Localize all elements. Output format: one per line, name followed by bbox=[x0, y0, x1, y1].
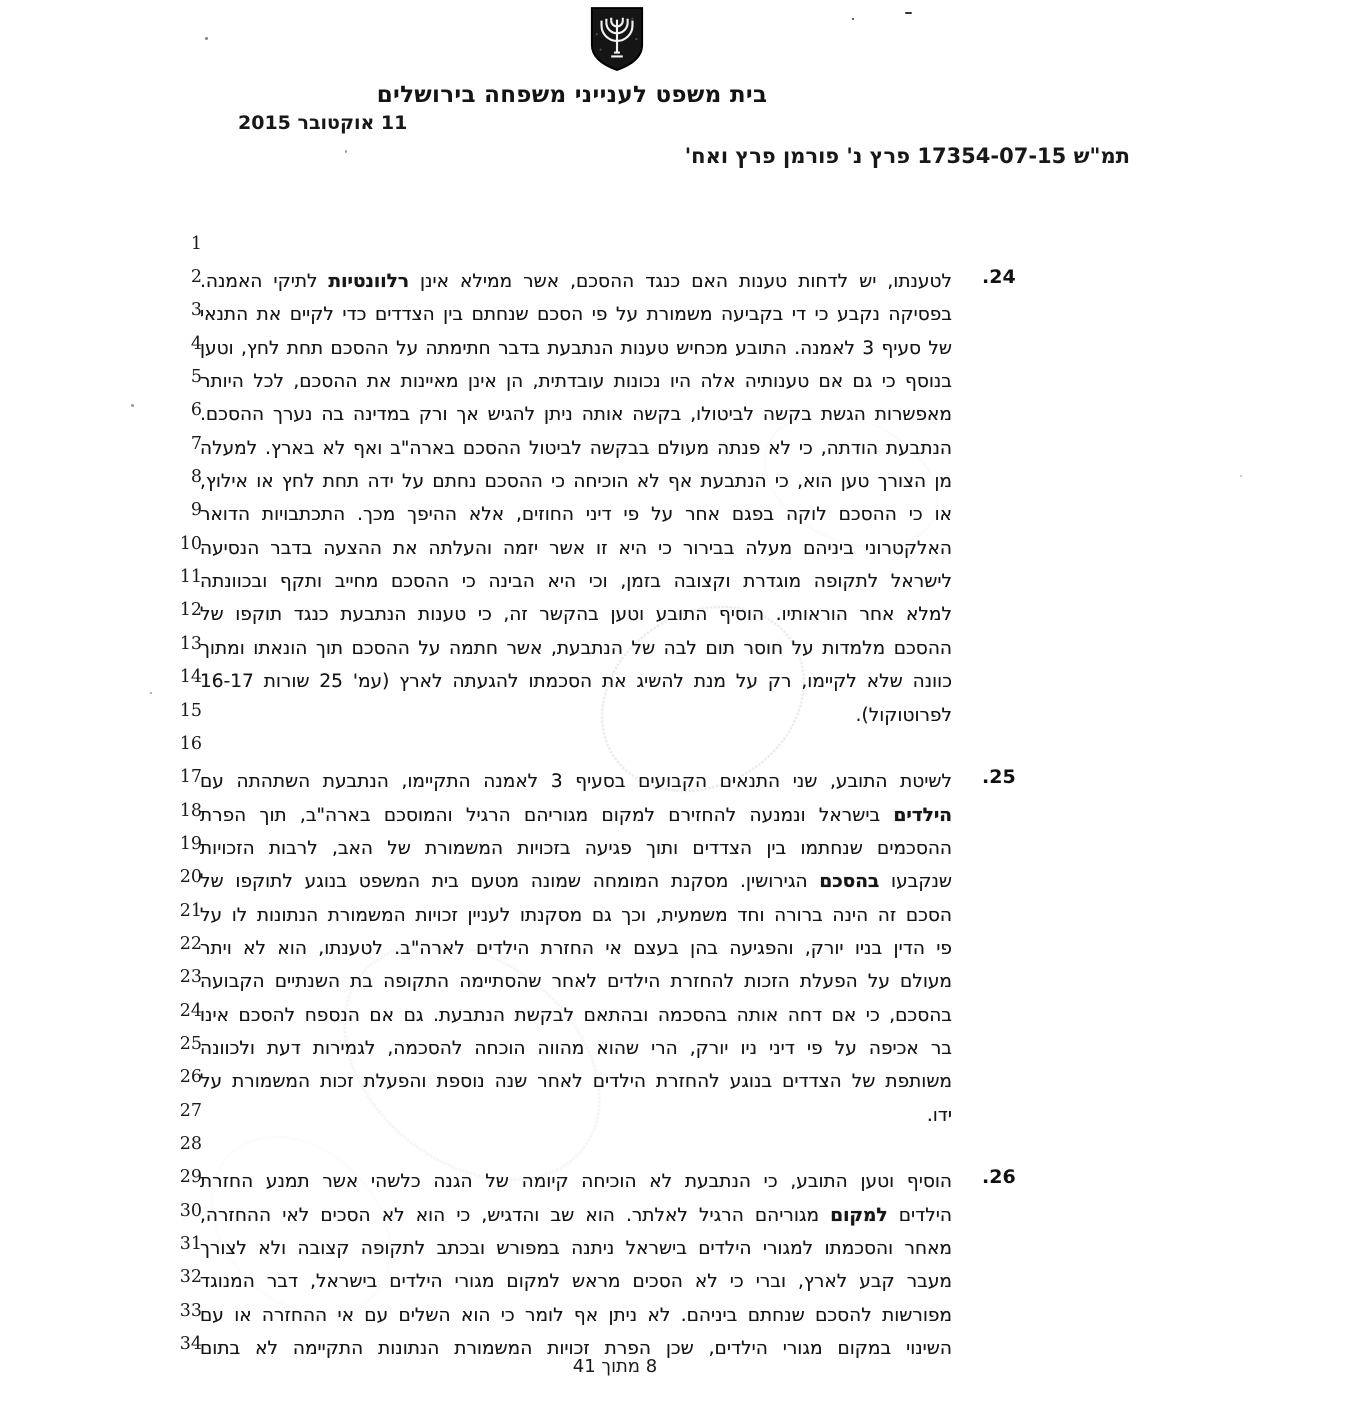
line-number: 31 bbox=[179, 1234, 202, 1255]
line-number: 13 bbox=[179, 633, 202, 654]
line-text: של סעיף 3 לאמנה. התובע מכחיש טענות הנתבעת בדבר חתימתה על ההסכם תחת לחץ, וטען bbox=[200, 337, 952, 359]
line-text: למלא אחר הוראותיו. הוסיף התובע וטען בהקשר זה, כי טענות הנתבעת כנגד תוקפו של bbox=[200, 604, 952, 626]
text-line bbox=[0, 699, 1345, 732]
line-text: הילדים למקום מגוריהם הרגיל לאלתר. הוא שב והדגיש, כי הוא לא הסכים לאי ההחזרה, bbox=[200, 1204, 952, 1226]
text-line bbox=[0, 765, 1345, 798]
text-line bbox=[0, 232, 1345, 265]
text-line bbox=[0, 398, 1345, 431]
line-number: 34 bbox=[179, 1334, 202, 1355]
line-number: 4 bbox=[190, 333, 202, 354]
line-number: 19 bbox=[179, 833, 202, 854]
text-line bbox=[0, 899, 1345, 932]
text-line bbox=[0, 865, 1345, 898]
line-number: 26 bbox=[179, 1067, 202, 1088]
line-number: 28 bbox=[179, 1134, 202, 1155]
text-line bbox=[0, 532, 1345, 565]
text-line bbox=[0, 365, 1345, 398]
line-text: לישראל לתקופה מוגדרת וקצובה בזמן, וכי היא הבינה כי ההסכם מחייב ותקף ובכוונתה bbox=[200, 571, 952, 593]
line-text: ההסכמים שנחתמו בין הצדדים ותוך פגיעה בזכויות המשמורת של האב, לרבות הזכויות bbox=[200, 837, 952, 859]
line-text: השינוי במקום מגורי הילדים, שכן הפרת זכויות המשמורת הנתונות התקיימה לא בתום bbox=[200, 1338, 952, 1360]
line-number: 18 bbox=[179, 800, 202, 821]
text-line bbox=[0, 498, 1345, 531]
line-text: לפרוטוקול). bbox=[855, 704, 952, 726]
line-number: 1 bbox=[190, 233, 202, 254]
line-number: 5 bbox=[190, 367, 202, 387]
line-number: 30 bbox=[179, 1200, 202, 1221]
line-text: כוונה שלא לקיימו, רק על מנת להשיג את הסכמתו להגעתה לארץ (עמ' 25 שורות 16-17 bbox=[200, 671, 952, 693]
page-number-indicator: 8 מתוך 41 bbox=[572, 1356, 658, 1377]
line-text: מפורשות להסכם שנחתם ביניהם. לא ניתן אף לומר כי הוא השלים עם אי ההחזרה או עם bbox=[200, 1304, 952, 1326]
line-number: 21 bbox=[179, 900, 202, 921]
line-number: 20 bbox=[179, 867, 202, 888]
text-line bbox=[0, 1299, 1345, 1332]
line-text: בר אכיפה על פי דיני ניו יורק, הרי שהוא מהווה הוכחה להסכמה, לגמירות דעת ולכוונה bbox=[200, 1038, 952, 1059]
text-line bbox=[0, 832, 1345, 865]
text-line bbox=[0, 1032, 1345, 1065]
text-line bbox=[0, 1132, 1345, 1165]
line-text: הנתבעת הודתה, כי לא פנתה מעולם בבקשה לביטול ההסכם בארה"ב ואף לא בארץ. למעלה bbox=[200, 437, 952, 459]
text-line bbox=[0, 298, 1345, 331]
line-number: 29 bbox=[179, 1167, 202, 1188]
line-text: הסכם זה הינה ברורה וחד משמעית, וכך גם מסקנתו לעניין זכויות המשמורת הנתונות לו על bbox=[200, 904, 952, 926]
text-line bbox=[0, 332, 1345, 365]
line-text: שנקבעו בהסכם הגירושין. מסקנת המומחה שמונה מטעם בית המשפט בנוגע לתוקפו של bbox=[200, 871, 952, 893]
line-text: לשיטת התובע, שני התנאים הקבועים בסעיף 3 לאמנה התקיימו, הנתבעת השתהתה עם bbox=[200, 771, 952, 793]
line-number: 32 bbox=[179, 1267, 202, 1288]
line-text: בנוסף כי גם אם טענותיה אלה היו נכונות עובדתית, הן אינן מאיינות את ההסכם, לכל היותר bbox=[200, 371, 952, 392]
line-text: מעולם על הפעלת הזכות להחזרת הילדים לאחר שהסתיימה התקופה בת השנתיים הקבועה bbox=[200, 971, 952, 993]
text-line bbox=[0, 1065, 1345, 1098]
line-number: 33 bbox=[179, 1300, 202, 1321]
line-number: 27 bbox=[179, 1100, 202, 1121]
line-text: פי הדין בניו יורק, והפגיעה בהן בעצם אי החזרת הילדים לארה"ב. לטענתו, הוא לא ויתר bbox=[200, 937, 952, 959]
text-line bbox=[0, 732, 1345, 765]
line-text: או כי ההסכם לוקה בפגם אחר על פי דיני החוזים, אלא ההיפך מכך. התכתבויות הדואר bbox=[200, 504, 952, 526]
line-text: מאפשרות הגשת בקשה לביטולו, בקשה אותה ניתן להגיש אך ורק במדינה בה נערך ההסכם. bbox=[200, 404, 952, 426]
text-line bbox=[0, 432, 1345, 465]
line-text: ההסכם מלמדות על חוסר תום לבה של הנתבעת, אשר חתמה על ההסכם תוך הונאתו ומתוך bbox=[200, 637, 952, 659]
text-line bbox=[0, 799, 1345, 832]
text-line bbox=[0, 465, 1345, 498]
line-number: 12 bbox=[179, 600, 202, 621]
line-number: 14 bbox=[179, 667, 202, 688]
text-line bbox=[0, 1165, 1345, 1198]
line-number: 6 bbox=[190, 400, 202, 421]
court-title: בית משפט לענייני משפחה בירושלים bbox=[376, 82, 768, 108]
line-number: 8 bbox=[190, 467, 202, 488]
paragraph-number: 25. bbox=[982, 766, 1016, 789]
text-line bbox=[0, 1265, 1345, 1298]
line-text: מעבר קבע לארץ, וברי כי לא הסכים מראש למקום מגורי הילדים בישראל, דבר המנוגד bbox=[200, 1271, 952, 1293]
paragraph-number: 26. bbox=[982, 1166, 1016, 1189]
text-line bbox=[0, 1232, 1345, 1265]
text-line bbox=[0, 665, 1345, 698]
line-number: 7 bbox=[190, 433, 202, 454]
text-line bbox=[0, 965, 1345, 998]
line-number: 2 bbox=[190, 266, 202, 287]
line-number: 23 bbox=[179, 967, 202, 988]
line-text: הילדים בישראל ונמנעה להחזירם למקום מגוריהם הרגיל והמוסכם בארה"ב, תוך הפרת bbox=[200, 804, 952, 826]
text-line bbox=[0, 598, 1345, 631]
line-number: 22 bbox=[179, 933, 202, 954]
text-line bbox=[0, 632, 1345, 665]
text-line bbox=[0, 1199, 1345, 1232]
line-number: 9 bbox=[190, 500, 202, 521]
line-text: לטענתו, יש לדחות טענות האם כנגד ההסכם, אשר ממילא אינן רלוונטיות לתיקי האמנה. bbox=[200, 270, 952, 292]
line-text: מן הצורך טען הוא, כי הנתבעת אף לא הוכיחה כי ההסכם נחתם על ידה תחת לחץ או אילוץ, bbox=[200, 471, 952, 493]
line-number: 3 bbox=[190, 300, 202, 321]
line-number: 24 bbox=[179, 1000, 202, 1021]
line-text: האלקטרוני ביניהם מעלה בבירור כי היא זו אשר יזמה והעלתה את ההצעה בדבר הנסיעה bbox=[200, 537, 952, 559]
line-text: ידו. bbox=[926, 1104, 952, 1126]
line-number: 25 bbox=[179, 1034, 202, 1054]
text-line bbox=[0, 999, 1345, 1032]
case-reference: תמ"ש 17354-07-15 פרץ נ' פורמן פרץ ואח' bbox=[684, 144, 1130, 168]
document-date: 11 אוקטובר 2015 bbox=[238, 112, 408, 134]
line-number: 15 bbox=[179, 700, 202, 721]
line-text: בהסכם, כי אם דחה אותה בהסכמה ובהתאם לבקשת הנתבעת. גם אם הנספח להסכם אינו bbox=[200, 1004, 952, 1026]
text-line bbox=[0, 565, 1345, 598]
paragraph-number: 24. bbox=[982, 265, 1016, 288]
text-line bbox=[0, 265, 1345, 298]
line-number: 17 bbox=[179, 767, 202, 788]
text-line bbox=[0, 1099, 1345, 1132]
line-text: הוסיף וטען התובע, כי הנתבעת לא הוכיחה קיומה של הגנה כלשהי אשר תמנע החזרת bbox=[200, 1171, 952, 1193]
text-line bbox=[0, 932, 1345, 965]
line-number: 11 bbox=[179, 567, 202, 588]
line-number: 16 bbox=[179, 733, 202, 754]
line-number: 10 bbox=[179, 533, 202, 554]
line-text: בפסיקה נקבע כי די בקביעה משמורת על פי הסכם שנחתם בין הצדדים כדי לקיים את התנאי bbox=[200, 304, 952, 326]
line-text: מאחר והסכמתו למגורי הילדים בישראל ניתנה במפורש ובכתב לתקופה קצובה ולא לצורך bbox=[200, 1238, 952, 1260]
line-text: משותפת של הצדדים בנוגע להחזרת הילדים לאחר שנה נוספת והפעלת זכות המשמורת על bbox=[200, 1071, 952, 1093]
